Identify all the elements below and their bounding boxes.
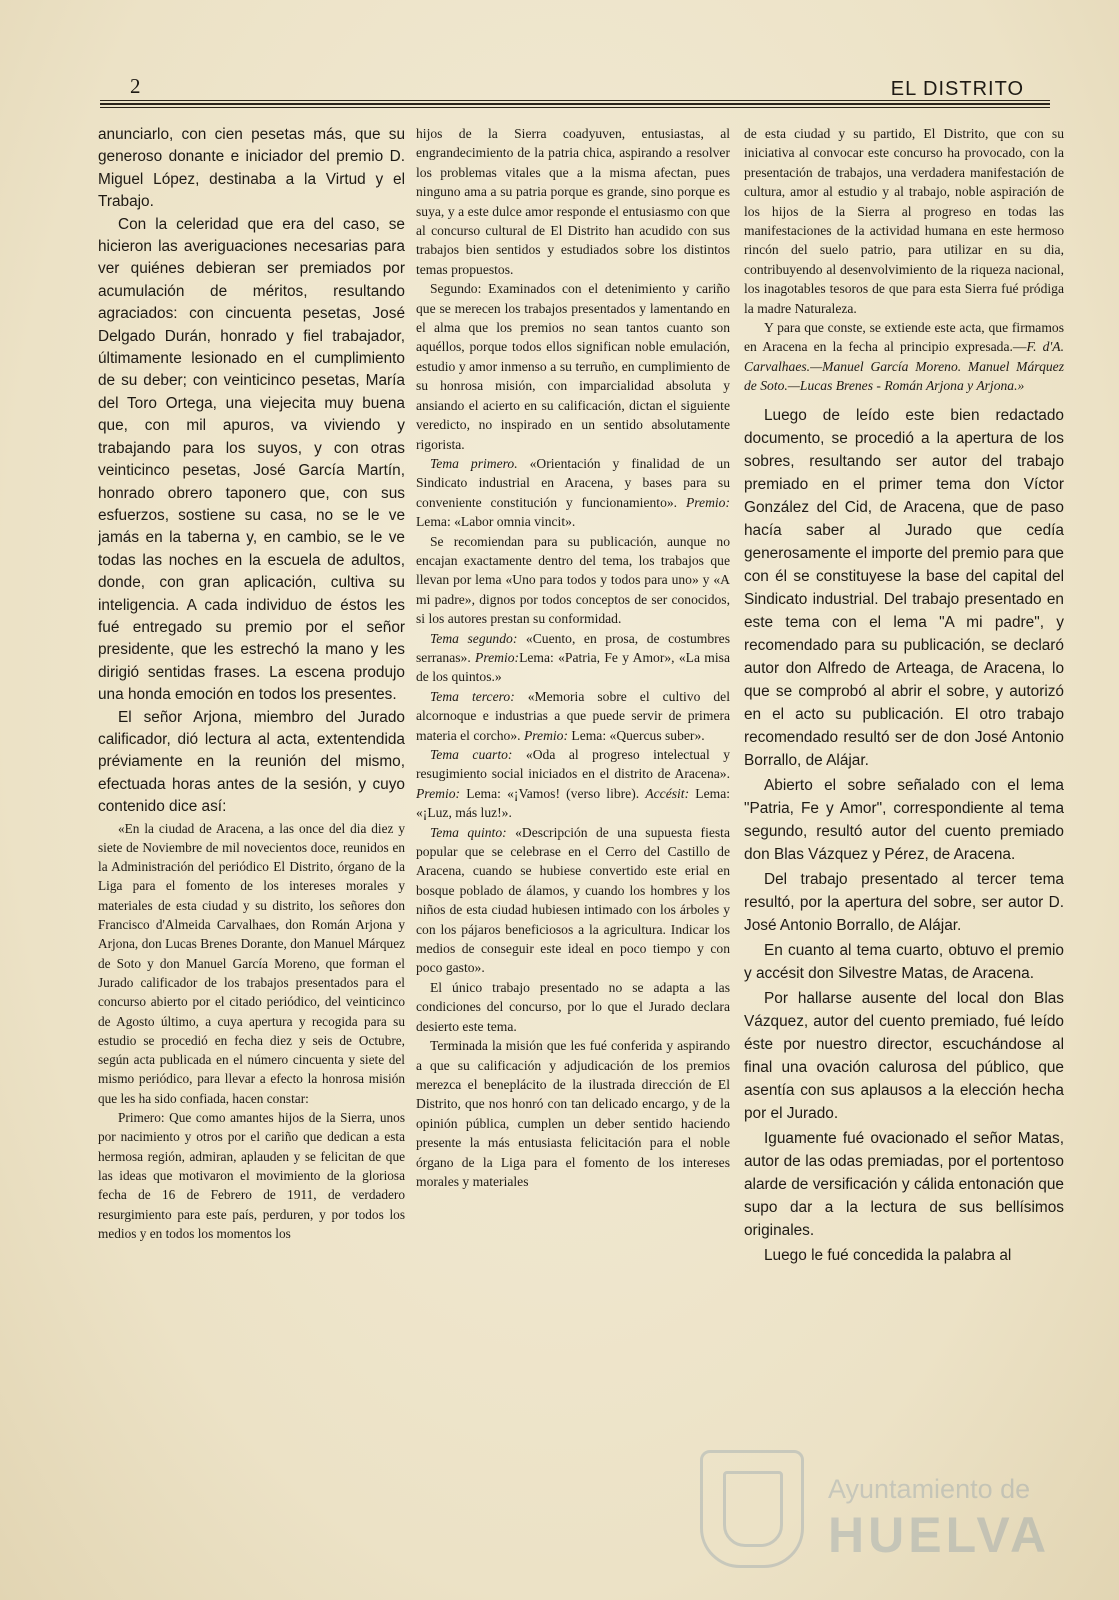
premio-label: Premio: xyxy=(475,649,520,665)
column-1 xyxy=(98,124,405,1474)
tema-paragraph: Tema segundo: «Cuento, en prosa, de costumbres serranas». Premio:Lema: «Patria, Fe y Amor», «La misa de los quintos.» xyxy=(416,630,730,685)
paragraph: anunciarlo, con cien pesetas más, que su generoso donante e iniciador del premio D. Miguel López, destinaba a la Virtud y el Trabajo. xyxy=(98,126,405,211)
acta-paragraph: Se recomiendan para su publicación, aunque no encajan exactamente dentro del tema, los trabajos que llevan por lema «Uno para todos y todos para uno» y «A mi padre», dignos por todos conceptos de ser conocidos, si los autores prestan su conformidad. xyxy=(416,533,730,627)
paragraph: Con la celeridad que era del caso, se hicieron las averiguaciones necesarias para ver quiénes debieran ser premiados por acumulación de méritos, resultando agraciados: con cincuenta pesetas, José Delgado Durán, honrado y fiel trabajador, últimamente lesionado en el cumplimiento de su deber; con veinticinco pesetas, María del Toro Ortega, una viejecita muy buena que, con mil apuros, va viviendo y trabajando para los suyos, y con otras veinticinco pesetas, José García Martín, honrado obrero taponero que, con sus esfuerzos, sostiene su casa, no se le ve jamás en la taberna y, en cambio, se le ve todas las noches en la escuela de adultos, donde, con gran aplicación, cultiva su inteligencia. A cada individuo de éstos les fué entregado su premio por el señor presidente, que les estrechó la mano y les dirigió sentidas frases. La escena produjo una honda emoción en todos los presentes. xyxy=(98,215,405,704)
accesit-label: Accésit: xyxy=(645,785,690,801)
acta-paragraph: Terminada la misión que les fué conferida y aspirando a que su calificación y adjudicación de los premios merezca el beneplácito de la ilustrada dirección de El Distrito, que nos honró con tan delicado encargo, y de la opinión pública, cumplen un deber sentido haciendo presente la más entusiasta felicitación para el noble órgano de la Liga para el fomento de los intereses morales y materiales xyxy=(416,1038,730,1189)
acta-paragraph: de esta ciudad y su partido, El Distrito, que con su iniciativa al convocar este concurso ha provocado, con la presentación de trabajos, una verdadera manifestación de cultura, amor al estudio y al trabajo, noble aspiración de los hijos de la Sierra al progreso en todas las manifestaciones de la actividad humana en este hermoso rincón del suelo patrio, para utilizar en su dia, contribuyendo al desenvolvimiento de la riqueza nacional, los inagotables tesoros de que para esta Sierra fué pródiga la madre Naturaleza. xyxy=(744,126,1064,316)
tema-label: Tema cuarto: xyxy=(430,747,513,762)
acta-closing: Y para que conste, se extiende este acta, que firmamos en Aracena en la fecha al principio expresada.—F. d'A. Carvalhaes.—Manuel García Moreno. Manuel Márquez de Soto.—Lucas Brenes - Román Arjona y Arjona.» xyxy=(744,320,1064,394)
tema-label: Tema segundo: xyxy=(430,630,518,646)
column-2 xyxy=(416,124,730,1474)
acta-paragraph: «En la ciudad de Aracena, a las once del dia diez y siete de Noviembre de mil novecientos doce, reunidos en la Administración del periódico El Distrito, órgano de la Liga para el fomento de los intereses morales y materiales de esta ciudad y su distrito, los señores don Francisco d'Almeida Carvalhaes, don Román Arjona y Arjona, don Lucas Brenes Dorante, don Manuel Márquez de Soto y don Manuel García Moreno, que forman el Jurado calificador de los trabajos presentados para el concurso abierto por el citado periódico, del veinticinco de Agosto último, a cuya apertura y recogida para su estudio se procedió en fecha diez y seis de Octubre, según acta publicada en el número cincuenta y siete del mismo periódico, para llevar a efecto la honrosa misión que les ha sido confiada, hacen constar: xyxy=(98,820,405,1106)
paragraph: Abierto el sobre señalado con el lema "Patria, Fe y Amor", correspondiente al tema segundo, resultó autor del cuento premiado don Blas Vázquez y Pérez, de Aracena. xyxy=(744,776,1064,863)
coat-of-arms-icon xyxy=(700,1450,804,1568)
premio-label: Premio: xyxy=(685,494,730,510)
premio-label: Premio: xyxy=(523,727,568,743)
paragraph: Luego de leído este bien redactado documento, se procedió a la apertura de los sobres, resultando ser autor del trabajo premiado en el primer tema don Víctor González del Cid, de Aracena, que de paso hacía saber al Jurado que cedía generosamente el importe del premio para que con él se constituyese la base del capital del Sindicato industrial. Del trabajo presentado en este tema con el lema "A mi padre", y recomendado para su publicación, se declaró autor don Alfredo de Arteaga, de Aracena, lo que se comprobó al abrir el sobre, y autorizó en el acto su publicación. El otro trabajo recomendado resultó ser de don José Antonio Borrallo, de Alájar. xyxy=(744,406,1064,769)
paragraph: Iguamente fué ovacionado el señor Matas, autor de las odas premiadas, por el portentoso alarde de versificación y cálida entonación que supo dar a la lectura de sus bellísimos originales. xyxy=(744,1129,1064,1239)
tema-paragraph: Tema primero. «Orientación y finalidad de un Sindicato industrial en Aracena, y bases para su conveniente constitución y funcionamiento». Premio: Lema: «Labor omnia vincit». xyxy=(416,455,730,530)
masthead-title: EL DISTRITO xyxy=(890,78,1024,100)
page-number: 2 xyxy=(130,74,141,98)
acta-paragraph: hijos de la Sierra coadyuven, entusiastas, al engrandecimiento de la patria chica, aspirando a resolver los problemas vitales que a la misma afectan, pues ninguno ama a su patria porque es grande, sino porque es suya, y a este dulce amor responde el entusiasmo con que al concurso cultural de El Distrito han acudido con sus trabajos bien sentidos y estudiados sobre los distintos temas propuestos. xyxy=(416,126,730,277)
tema-paragraph: Tema tercero: «Memoria sobre el cultivo del alcornoque e industrias a que puede servir de primera materia el corcho». Premio: Lema: «Quercus suber». xyxy=(416,688,730,743)
tema-paragraph: Tema cuarto: «Oda al progreso intelectual y resugimiento social iniciados en el distrito de Aracena». Premio: Lema: «¡Vamos! (verso libre). Accésit: Lema: «¡Luz, más luz!». xyxy=(416,747,730,821)
tema-label: Tema tercero: xyxy=(430,688,515,704)
paragraph: En cuanto al tema cuarto, obtuvo el premio y accésit don Silvestre Matas, de Aracena. xyxy=(744,941,1064,982)
paragraph: Del trabajo presentado al tercer tema resultó, por la apertura del sobre, ser autor D. José Antonio Borrallo, de Alájar. xyxy=(744,870,1064,934)
archive-watermark xyxy=(700,1450,1051,1570)
header-rule xyxy=(100,103,1050,105)
acta-paragraph: Primero: Que como amantes hijos de la Sierra, unos por nacimiento y otros por el cariño que dedican a esta hermosa región, admiran, aplauden y se felicitan de que las ideas que motivaron el movimiento de la gloriosa fecha de 16 de Febrero de 1911, de verdadero resurgimiento para este país, perduren, y por todos los medios y en todos los momentos los xyxy=(98,1110,405,1241)
tema-label: Tema primero. xyxy=(430,455,518,471)
acta-paragraph: El único trabajo presentado no se adapta a las condiciones del concurso, por lo que el Jurado declara desierto este tema. xyxy=(416,979,730,1034)
header-rule xyxy=(100,107,1050,108)
paragraph: Luego le fué concedida la palabra al xyxy=(764,1246,1012,1264)
watermark-line-1: Ayuntamiento de xyxy=(828,1474,1031,1504)
column-3 xyxy=(744,124,1064,1464)
signatures: F. d'A. Carvalhaes.—Manuel García Moreno. Manuel Márquez de Soto.—Lucas Brenes - Román Arjona y Arjona.» xyxy=(744,339,1064,394)
paragraph: Por hallarse ausente del local don Blas Vázquez, autor del cuento premiado, fué leído éste por nuestro director, escuchándose al final una ovación calurosa del público, que asentía con sus aplausos a la elección hecha por el Jurado. xyxy=(744,989,1064,1122)
premio-label: Premio: xyxy=(416,785,461,801)
acta-paragraph: Segundo: Examinados con el detenimiento y cariño que se merecen los trabajos presentados y lamentando en el alma que los premios no sean tantos cuanto son aquéllos, porque todos ellos significan noble emulación, estudio y amor inmenso a su terruño, en cumplimiento de su honrosa misión, con imparcialidad absoluta y ansiando el acierto en su calificación, dictan el siguiente veredicto, no inspirado en un sentido absolutamente rigorista. xyxy=(416,281,730,452)
watermark-line-2: HUELVA xyxy=(828,1507,1051,1563)
header-rule xyxy=(100,100,1050,101)
tema-paragraph: Tema quinto: «Descripción de una supuesta fiesta popular que se celebrase en el Cerro del Castillo de Aracena, cuando se hubiese convertido este erial en bosque poblado de álamos, y cuando los hombres y los niños de esta ciudad hubiesen intimado con los árboles y con los pájaros beneficiosos a la agricultura. Indicar los medios de conseguir este ideal en poco tiempo y con poco gasto». xyxy=(416,824,730,976)
tema-label: Tema quinto: xyxy=(430,824,507,840)
paragraph: El señor Arjona, miembro del Jurado calificador, dió lectura al acta, extentendida préviamente en la reunión del mismo, efectuada horas antes de la sesión, y cuyo contenido dice así: xyxy=(98,708,405,816)
